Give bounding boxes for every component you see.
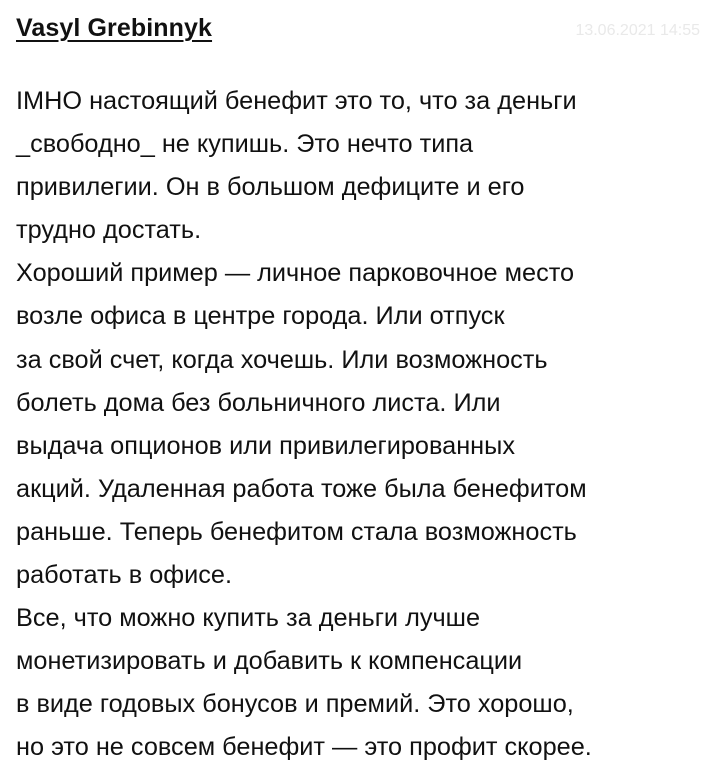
message-line: раньше. Теперь бенефитом стала возможность (16, 517, 577, 546)
message-line: работать в офисе. (16, 561, 232, 590)
author-name-link[interactable]: Vasyl Grebinnyk (16, 14, 213, 42)
message-line: выдача опционов или привилегированных (16, 431, 515, 460)
message-timestamp: 13.06.2021 14:55 (575, 22, 700, 39)
message-line: в виде годовых бонусов и премий. Это хорошо, (16, 690, 574, 719)
message-line: но это не совсем бенефит — это профит скорее. (16, 733, 592, 762)
message-line: привилегии. Он в большом дефиците и его (16, 173, 525, 202)
message-line: Все, что можно купить за деньги лучше (16, 604, 481, 633)
message-line: Хороший пример — личное парковочное место (16, 259, 575, 288)
message-line: за свой счет, когда хочешь. Или возможность (16, 345, 548, 374)
message-body (16, 80, 706, 770)
message-post (16, 14, 706, 770)
message-line: болеть дома без больничного листа. Или (16, 388, 501, 417)
message-line: _свободно_ не купишь. Это нечто типа (16, 130, 474, 159)
message-line: IMHO настоящий бенефит это то, что за деньги (16, 87, 577, 115)
message-header (16, 14, 706, 54)
message-line: монетизировать и добавить к компенсации (16, 647, 523, 676)
message-line: трудно достать. (16, 216, 202, 245)
message-line: акций. Удаленная работа тоже была бенефитом (16, 474, 587, 503)
message-line: возле офиса в центре города. Или отпуск (16, 302, 505, 331)
